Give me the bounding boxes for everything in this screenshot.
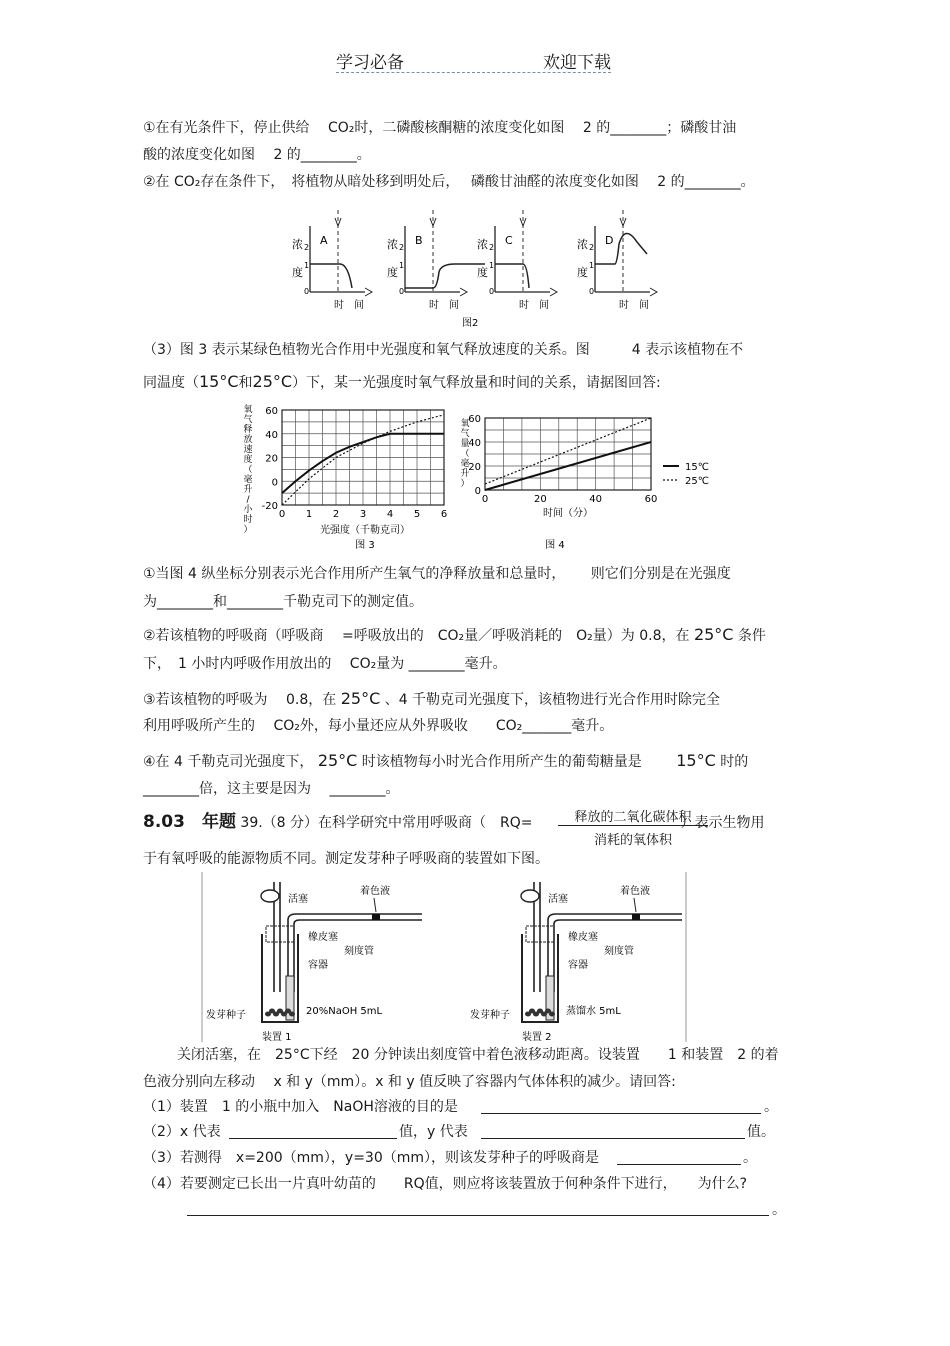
figure-caption: 图 3 xyxy=(355,540,375,551)
question-line: ________倍，这主要是因为 ________。 xyxy=(143,781,400,797)
y-axis-label-char: 量 xyxy=(460,439,470,449)
y-tick-label: 40 xyxy=(468,438,481,449)
text-run: 。 xyxy=(743,1150,757,1166)
x-label: 时 间 xyxy=(619,300,649,311)
tick-label: 0 xyxy=(589,287,595,296)
y-label: 浓 xyxy=(477,238,488,251)
y-axis-label-char: 升 xyxy=(460,469,470,479)
y-tick-label: 20 xyxy=(265,453,278,465)
dye-drop xyxy=(632,914,640,920)
page-header xyxy=(336,48,611,73)
x-label: 时 间 xyxy=(519,300,549,311)
text-run: 和 xyxy=(238,375,253,391)
tick-label: 0 xyxy=(489,287,495,296)
question-line xyxy=(143,373,661,392)
figure-3-chart xyxy=(240,400,465,555)
y-tick-label: 0 xyxy=(474,486,481,497)
question-line: ①当图 4 纵坐标分别表示光合作用所产生氧气的净释放量和总量时， 则它们分别是在光强度 xyxy=(143,566,731,582)
tick-label: 2 xyxy=(489,243,495,252)
label-stopcock: 活塞 xyxy=(548,894,568,905)
question-year: 8.03 年题 xyxy=(143,812,236,832)
y-axis-label-char: 时 xyxy=(243,515,253,525)
stopcock-icon xyxy=(521,890,539,902)
answer-blank xyxy=(617,1164,741,1165)
question-line: 下， 1 小时内呼吸作用放出的 CO₂量为 ________毫升。 xyxy=(143,656,507,672)
figure-2 xyxy=(290,204,670,334)
text-run: ④在 4 千勒克司光强度下， xyxy=(143,754,314,770)
concentration-curve xyxy=(495,264,529,288)
temperature-15: 15°C xyxy=(676,751,716,770)
y-axis-label-char: 放 xyxy=(243,435,253,445)
answer-blank xyxy=(481,1138,745,1139)
y-axis-label-char: 毫 xyxy=(460,459,470,469)
answer-line-1: （1）装置 1 的小瓶中加入 NaOH溶液的目的是 xyxy=(143,1099,458,1115)
text-run: 39.（8 分）在科学研究中常用呼吸商（ RQ= xyxy=(240,815,533,831)
y-axis-label-char: （ xyxy=(243,465,253,475)
label-graduated-tube: 刻度管 xyxy=(344,946,374,957)
y-label: 度 xyxy=(577,266,588,279)
question-line: （3）图 3 表示某绿色植物光合作用中光强度和氧气释放速度的关系。图 4 表示该植物在不 xyxy=(143,342,744,358)
tick-label: 2 xyxy=(399,243,405,252)
question-line: 关闭活塞，在 25°C下经 20 分钟读出刻度管中着色液移动距离。设装置 1 和装置 2 的着 xyxy=(177,1047,779,1063)
panel-letter: D xyxy=(605,234,614,247)
panel-letter: B xyxy=(415,234,423,247)
dye-drop xyxy=(372,914,380,920)
y-tick-label: 60 xyxy=(468,414,481,425)
temperature-25: 25°C xyxy=(317,751,358,770)
y-label: 度 xyxy=(292,266,303,279)
tick-label: 0 xyxy=(399,287,405,296)
tick-label: 1 xyxy=(589,261,595,270)
text-run: ）下，某一光强度时氧气释放量和时间的关系，请据图回答: xyxy=(292,375,661,391)
y-axis-label-char: 小 xyxy=(243,505,253,515)
temperature-25: 25°C xyxy=(693,625,734,644)
tick-label: 2 xyxy=(589,243,595,252)
x-tick-label: 60 xyxy=(644,494,658,505)
text-run: 条件 xyxy=(737,628,766,644)
y-axis-label-char: 气 xyxy=(243,415,253,425)
seed-icon xyxy=(549,1012,555,1017)
answer-line-4: （4）若要测定已长出一片真叶幼苗的 RQ值，则应将该装置放于何种条件下进行， 为什么? xyxy=(143,1176,748,1192)
text-run: 、4 千勒克司光强度下，该植物进行光合作用时除完全 xyxy=(384,692,721,708)
x-axis-label: 时间（分） xyxy=(543,508,593,519)
figure-4-chart xyxy=(455,410,725,555)
x-tick-label: 40 xyxy=(589,494,603,505)
label-rubber-stopper: 橡皮塞 xyxy=(568,932,598,943)
y-tick-label: 60 xyxy=(265,406,278,417)
question-line: ①在有光条件下，停止供给 CO₂时，二磷酸核酮糖的浓度变化如图 2 的________；磷酸甘油 xyxy=(143,120,737,136)
label-device: 装置 1 xyxy=(262,1032,292,1042)
y-axis-label-char: ） xyxy=(460,479,470,489)
y-axis-label-char: ） xyxy=(243,525,253,535)
answer-line-2: （2）x 代表 xyxy=(143,1124,221,1140)
text-run: 值。 xyxy=(747,1124,775,1140)
x-tick-label: 0 xyxy=(278,509,286,520)
text-run: 时该植物每小时光合作用所产生的葡萄糖量是 xyxy=(361,754,642,770)
label-seeds: 发芽种子 xyxy=(206,1010,246,1021)
respirometer-apparatus xyxy=(200,872,690,1042)
y-axis-label-char: 释 xyxy=(243,425,253,435)
rq-denominator: 消耗的氧体积 xyxy=(593,833,672,848)
question-line: 利用呼吸所产生的 CO₂外，每小量还应从外界吸收 CO₂_______毫升。 xyxy=(143,718,614,734)
question-line xyxy=(143,626,766,645)
y-axis-label-char: 毫 xyxy=(243,475,253,485)
question-line: 酸的浓度变化如图 2 的________。 xyxy=(143,147,371,163)
x-tick-label: 4 xyxy=(386,509,394,520)
label-container: 容器 xyxy=(568,960,588,971)
legend-label: 15℃ xyxy=(685,462,709,473)
text-run: 。 xyxy=(772,1202,786,1218)
x-axis-arrow xyxy=(365,288,372,296)
legend-label: 25℃ xyxy=(685,476,709,487)
y-axis-label-char: 气 xyxy=(460,429,470,439)
y-label: 浓 xyxy=(577,238,588,251)
y-tick-label: 20 xyxy=(468,462,481,473)
y-label: 浓 xyxy=(292,238,303,251)
y-axis-label-char: 速 xyxy=(243,445,253,455)
figure-caption: 图 4 xyxy=(545,540,565,551)
y-label: 浓 xyxy=(387,238,398,251)
y-label: 度 xyxy=(477,266,488,279)
apparatus-device xyxy=(261,882,422,1042)
text-run: 同温度（ xyxy=(143,375,199,391)
x-label: 时 间 xyxy=(429,300,459,311)
label-graduated-tube: 刻度管 xyxy=(604,946,634,957)
apparatus-device xyxy=(521,882,682,1042)
label-container: 容器 xyxy=(308,960,328,971)
x-axis-arrow xyxy=(550,288,557,296)
y-axis-label-char: 氧 xyxy=(243,405,253,415)
text-run: ②若该植物的呼吸商（呼吸商 =呼吸放出的 CO₂量／呼吸消耗的 O₂量）为 0.8，在 xyxy=(143,628,690,644)
text-run: 值，y 代表 xyxy=(399,1124,468,1140)
x-tick-label: 1 xyxy=(305,509,313,520)
concentration-curve xyxy=(310,264,352,288)
y-axis-label-char: 氧 xyxy=(460,419,470,429)
x-axis-label: 光强度（千勒克司） xyxy=(320,525,410,536)
x-axis-arrow xyxy=(460,288,467,296)
label-stopcock: 活塞 xyxy=(288,894,308,905)
label-seeds: 发芽种子 xyxy=(470,1010,510,1021)
question-line: 色液分别向左移动 x 和 y（mm）。x 和 y 值反映了容器内气体体积的减少。请回答: xyxy=(143,1074,676,1090)
label-dye: 着色液 xyxy=(360,886,390,897)
label-device: 装置 2 xyxy=(522,1032,552,1042)
stopcock-icon xyxy=(261,890,279,902)
y-axis-label-char: 度 xyxy=(243,455,253,465)
text-run: 时的 xyxy=(720,754,749,770)
y-tick-label: 0 xyxy=(271,477,278,489)
x-tick-label: 3 xyxy=(359,509,367,520)
label-dye: 着色液 xyxy=(620,886,650,897)
temperature-25: 25°C xyxy=(252,372,293,391)
x-axis-arrow xyxy=(650,288,657,296)
figure-2-panel xyxy=(292,210,372,311)
answer-blank xyxy=(229,1138,397,1139)
question-line: ②在 CO₂存在条件下， 将植物从暗处移到明处后， 磷酸甘油醛的浓度变化如图 2 的________。 xyxy=(143,174,755,190)
y-label: 度 xyxy=(387,266,398,279)
answer-blank xyxy=(187,1215,769,1216)
text-run: ③若该植物的呼吸为 0.8，在 xyxy=(143,692,337,708)
question-line xyxy=(143,752,748,771)
answer-blank xyxy=(481,1113,761,1114)
figure-2-panel xyxy=(387,210,485,311)
rq-numerator: 释放的二氧化碳体积 xyxy=(558,806,708,826)
text-run: ）表示生物用 xyxy=(680,815,765,831)
leader-line xyxy=(634,898,636,912)
label-liquid: 蒸馏水 5mL xyxy=(566,1006,621,1017)
x-tick-label: 0 xyxy=(481,494,489,505)
label-liquid: 20%NaOH 5mL xyxy=(306,1006,383,1017)
question-line xyxy=(143,690,720,709)
series-line xyxy=(485,418,651,484)
concentration-curve xyxy=(595,233,647,264)
x-tick-label: 6 xyxy=(440,509,448,520)
text-run: 。 xyxy=(764,1099,778,1115)
temperature-25: 25°C xyxy=(340,689,381,708)
y-axis-label-char: 升 xyxy=(243,485,253,495)
x-label: 时 间 xyxy=(334,300,364,311)
figure-2-panel xyxy=(577,210,657,311)
answer-line-3: （3）若测得 x=200（mm），y=30（mm），则该发芽种子的呼吸商是 xyxy=(143,1150,600,1166)
header-left: 学习必备 xyxy=(336,53,404,73)
panel-letter: C xyxy=(505,234,513,247)
panel-letter: A xyxy=(320,234,328,247)
concentration-curve xyxy=(405,264,485,288)
question-line: 为________和________千勒克司下的测定值。 xyxy=(143,594,423,610)
figure-2-panel xyxy=(477,210,557,311)
y-axis-label-char: / xyxy=(246,495,250,505)
x-tick-label: 20 xyxy=(533,494,547,505)
x-tick-label: 5 xyxy=(413,509,421,520)
label-rubber-stopper: 橡皮塞 xyxy=(308,932,338,943)
tick-label: 2 xyxy=(304,243,310,252)
seed-icon xyxy=(289,1012,295,1017)
question-line: 于有氧呼吸的能源物质不同。测定发芽种子呼吸商的装置如下图。 xyxy=(143,851,549,867)
header-right: 欢迎下载 xyxy=(543,53,611,73)
tick-label: 1 xyxy=(399,261,405,270)
x-tick-label: 2 xyxy=(332,509,340,520)
tick-label: 1 xyxy=(304,261,310,270)
temperature-15: 15°C xyxy=(199,372,239,391)
y-tick-label: -20 xyxy=(261,501,278,512)
leader-line xyxy=(374,898,376,912)
y-axis-label-char: （ xyxy=(460,449,470,459)
tick-label: 1 xyxy=(489,261,495,270)
figure-caption: 图2 xyxy=(462,318,479,329)
y-tick-label: 40 xyxy=(265,429,278,441)
tick-label: 0 xyxy=(304,287,310,296)
